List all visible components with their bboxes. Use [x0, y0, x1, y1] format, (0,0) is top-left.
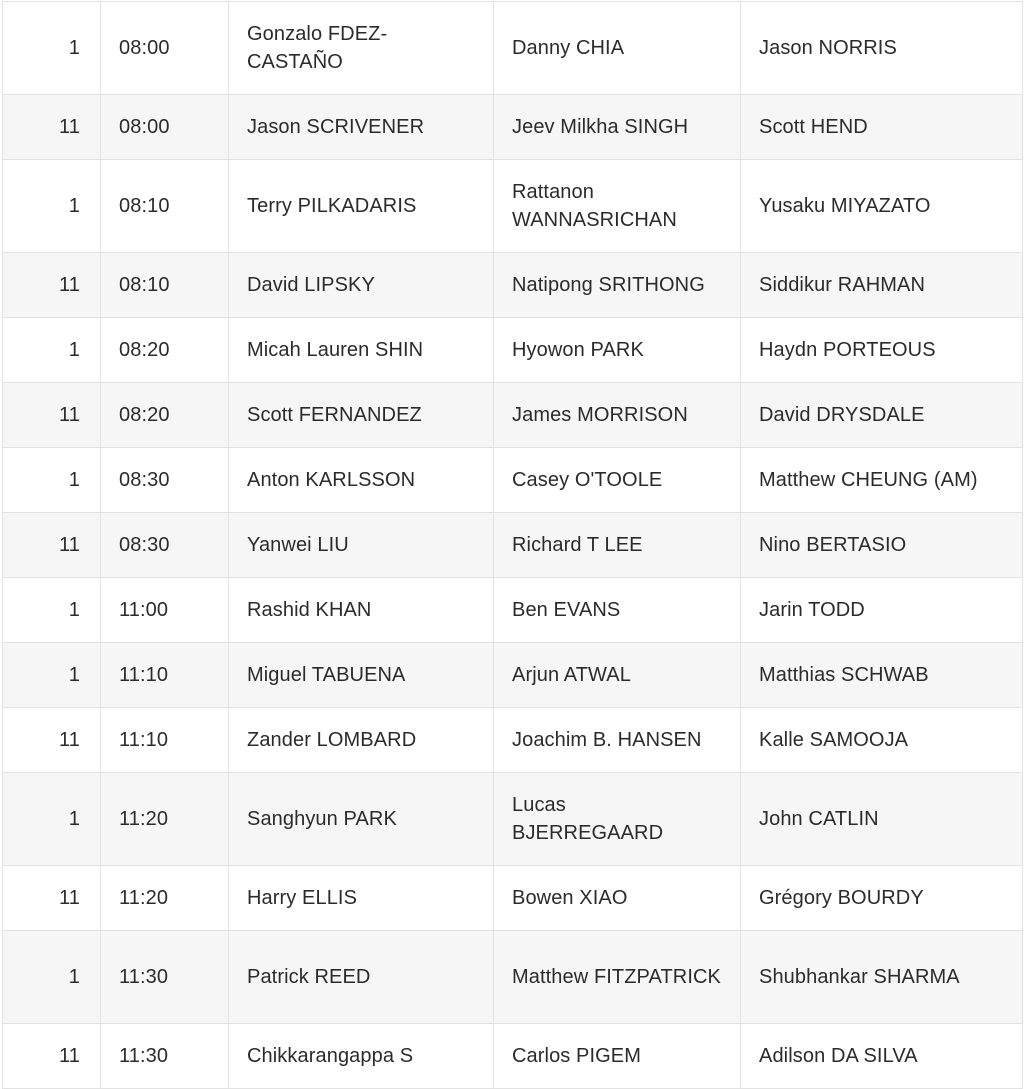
table-row	[3, 2, 1023, 95]
player-cell: Yanwei LIU	[229, 513, 494, 578]
player-cell: James MORRISON	[494, 383, 741, 448]
tee-cell: 11	[3, 708, 101, 773]
time-cell: 11:10	[101, 643, 229, 708]
player-cell: Joachim B. HANSEN	[494, 708, 741, 773]
player-cell: Scott FERNANDEZ	[229, 383, 494, 448]
player-cell: Matthew FITZPATRICK	[494, 931, 741, 1024]
table-row	[3, 1024, 1023, 1089]
player-cell: Miguel TABUENA	[229, 643, 494, 708]
player-cell: David DRYSDALE	[741, 383, 1023, 448]
player-cell: David LIPSKY	[229, 253, 494, 318]
tee-cell: 1	[3, 931, 101, 1024]
time-cell: 08:20	[101, 383, 229, 448]
player-cell: Gonzalo FDEZ-CASTAÑO	[229, 2, 494, 95]
player-cell: Jeev Milkha SINGH	[494, 95, 741, 160]
player-cell: Ben EVANS	[494, 578, 741, 643]
tee-cell: 11	[3, 513, 101, 578]
tee-cell: 1	[3, 2, 101, 95]
table-row	[3, 160, 1023, 253]
table-row	[3, 773, 1023, 866]
player-cell: Zander LOMBARD	[229, 708, 494, 773]
player-cell: Haydn PORTEOUS	[741, 318, 1023, 383]
player-cell: Hyowon PARK	[494, 318, 741, 383]
tee-cell: 11	[3, 253, 101, 318]
time-cell: 11:20	[101, 866, 229, 931]
tee-cell: 11	[3, 866, 101, 931]
player-cell: Matthew CHEUNG (AM)	[741, 448, 1023, 513]
player-cell: Patrick REED	[229, 931, 494, 1024]
time-cell: 11:30	[101, 931, 229, 1024]
player-cell: Shubhankar SHARMA	[741, 931, 1023, 1024]
table-row	[3, 318, 1023, 383]
time-cell: 08:30	[101, 448, 229, 513]
table-row	[3, 708, 1023, 773]
player-cell: Yusaku MIYAZATO	[741, 160, 1023, 253]
player-cell: Jason NORRIS	[741, 2, 1023, 95]
tee-cell: 1	[3, 773, 101, 866]
player-cell: Siddikur RAHMAN	[741, 253, 1023, 318]
table-row	[3, 931, 1023, 1024]
table-row	[3, 866, 1023, 931]
player-cell: Chikkarangappa S	[229, 1024, 494, 1089]
player-cell: Jarin TODD	[741, 578, 1023, 643]
table-row	[3, 95, 1023, 160]
table-row	[3, 578, 1023, 643]
time-cell: 08:10	[101, 160, 229, 253]
player-cell: Nino BERTASIO	[741, 513, 1023, 578]
time-cell: 08:00	[101, 95, 229, 160]
player-cell: Rattanon WANNASRICHAN	[494, 160, 741, 253]
player-cell: Kalle SAMOOJA	[741, 708, 1023, 773]
player-cell: John CATLIN	[741, 773, 1023, 866]
player-cell: Anton KARLSSON	[229, 448, 494, 513]
player-cell: Harry ELLIS	[229, 866, 494, 931]
time-cell: 08:10	[101, 253, 229, 318]
time-cell: 11:20	[101, 773, 229, 866]
tee-cell: 1	[3, 643, 101, 708]
tee-cell: 11	[3, 383, 101, 448]
table-row	[3, 383, 1023, 448]
time-cell: 11:00	[101, 578, 229, 643]
player-cell: Rashid KHAN	[229, 578, 494, 643]
player-cell: Lucas BJERREGAARD	[494, 773, 741, 866]
player-cell: Carlos PIGEM	[494, 1024, 741, 1089]
tee-cell: 1	[3, 318, 101, 383]
table-row	[3, 448, 1023, 513]
tee-cell: 1	[3, 160, 101, 253]
player-cell: Terry PILKADARIS	[229, 160, 494, 253]
player-cell: Richard T LEE	[494, 513, 741, 578]
player-cell: Natipong SRITHONG	[494, 253, 741, 318]
time-cell: 11:30	[101, 1024, 229, 1089]
table-row	[3, 643, 1023, 708]
tee-cell: 11	[3, 1024, 101, 1089]
time-cell: 08:30	[101, 513, 229, 578]
player-cell: Micah Lauren SHIN	[229, 318, 494, 383]
tee-cell: 11	[3, 95, 101, 160]
table-row	[3, 253, 1023, 318]
player-cell: Adilson DA SILVA	[741, 1024, 1023, 1089]
player-cell: Bowen XIAO	[494, 866, 741, 931]
player-cell: Danny CHIA	[494, 2, 741, 95]
tee-times-table	[2, 1, 1023, 1089]
time-cell: 08:20	[101, 318, 229, 383]
player-cell: Arjun ATWAL	[494, 643, 741, 708]
player-cell: Grégory BOURDY	[741, 866, 1023, 931]
player-cell: Sanghyun PARK	[229, 773, 494, 866]
time-cell: 08:00	[101, 2, 229, 95]
table-row	[3, 513, 1023, 578]
tee-cell: 1	[3, 578, 101, 643]
player-cell: Jason SCRIVENER	[229, 95, 494, 160]
player-cell: Scott HEND	[741, 95, 1023, 160]
time-cell: 11:10	[101, 708, 229, 773]
tee-cell: 1	[3, 448, 101, 513]
player-cell: Casey O'TOOLE	[494, 448, 741, 513]
player-cell: Matthias SCHWAB	[741, 643, 1023, 708]
